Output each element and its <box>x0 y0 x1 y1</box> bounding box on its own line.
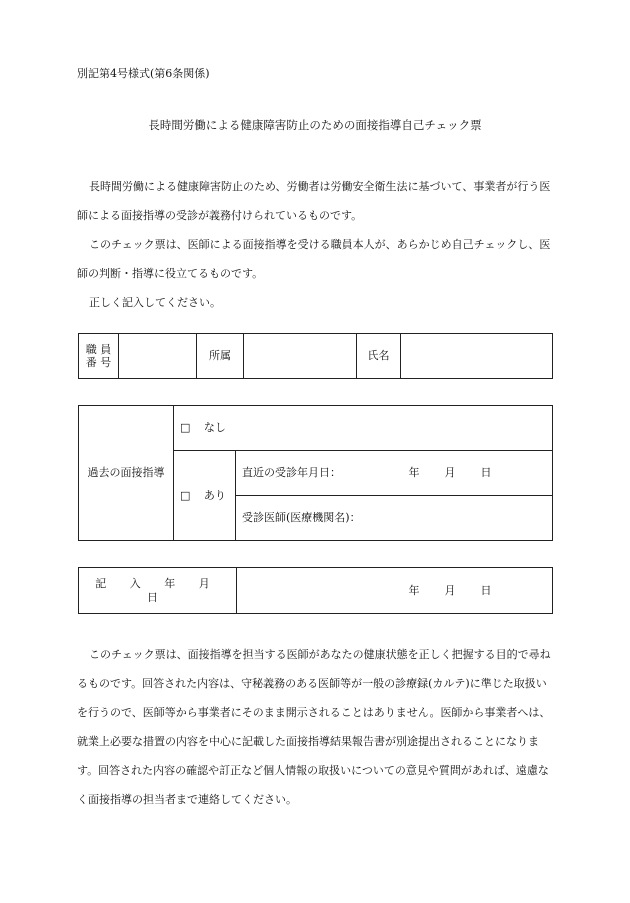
doctor-field[interactable] <box>236 496 553 541</box>
recent-date-field[interactable] <box>236 451 553 496</box>
option-none-label: なし <box>203 421 226 435</box>
recent-date-ymd: 年 月 日 <box>408 466 492 480</box>
staff-number-field[interactable] <box>119 334 197 379</box>
checkbox-none-icon[interactable]: □ <box>180 421 191 435</box>
closing-paragraph: このチェック票は、面接指導を担当する医師があなたの健康状態を正しく把握する目的で尋ねるものです。回答された内容は、守秘義務のある医師等が一般の診療録(カルテ)に準じた取扱いを行うので、医師等から事業者にそのまま開示されることはありません。医師から事業者へは、就業上必要な措置の内容を中心に記載した面接指導結果報告書が別途提出されることになります。回答された内容の確認や訂正など個人情報の取扱いについての意見や質問があれば、遠慮なく面接指導の担当者まで連絡してください。 <box>77 648 551 806</box>
entry-date-label: 記 入 年 月 日 <box>79 568 237 614</box>
department-field[interactable] <box>244 334 357 379</box>
option-yes[interactable] <box>174 451 236 541</box>
checkbox-yes-icon[interactable]: □ <box>180 488 191 502</box>
intro-paragraph-1: 長時間労働による健康障害防止のため、労働者は労働安全衛生法に基づいて、事業者が行う医師による面接指導の受診が義務付けられているものです。 <box>77 180 551 222</box>
intro-paragraph-2: このチェック票は、医師による面接指導を受ける職員本人が、あらかじめ自己チェックし、医師の判断・指導に役立てるものです。 <box>77 238 551 280</box>
page-title: 長時間労働による健康障害防止のための面接指導自己チェック票 <box>148 118 482 132</box>
closing-section <box>77 640 555 814</box>
intro-section <box>77 172 555 317</box>
name-label: 氏名 <box>357 334 401 379</box>
entry-date-field[interactable] <box>237 568 553 614</box>
past-interview-label: 過去の面接指導 <box>79 406 174 541</box>
past-interview-table <box>78 405 553 541</box>
option-none[interactable] <box>174 406 553 451</box>
name-field[interactable] <box>401 334 553 379</box>
department-label: 所属 <box>197 334 244 379</box>
recent-date-label: 直近の受診年月日： <box>242 466 341 480</box>
option-yes-label: あり <box>203 488 226 502</box>
entry-date-ymd: 年 月 日 <box>408 583 492 597</box>
staff-number-label: 職 員 番 号 <box>79 334 119 379</box>
entry-date-table <box>78 567 553 614</box>
intro-paragraph-3: 正しく記入してください。 <box>89 296 221 309</box>
doctor-label: 受診医師(医療機関名)： <box>242 511 361 525</box>
staff-info-table <box>78 333 553 379</box>
form-number-note: 別記第4号様式(第6条関係) <box>77 67 210 80</box>
